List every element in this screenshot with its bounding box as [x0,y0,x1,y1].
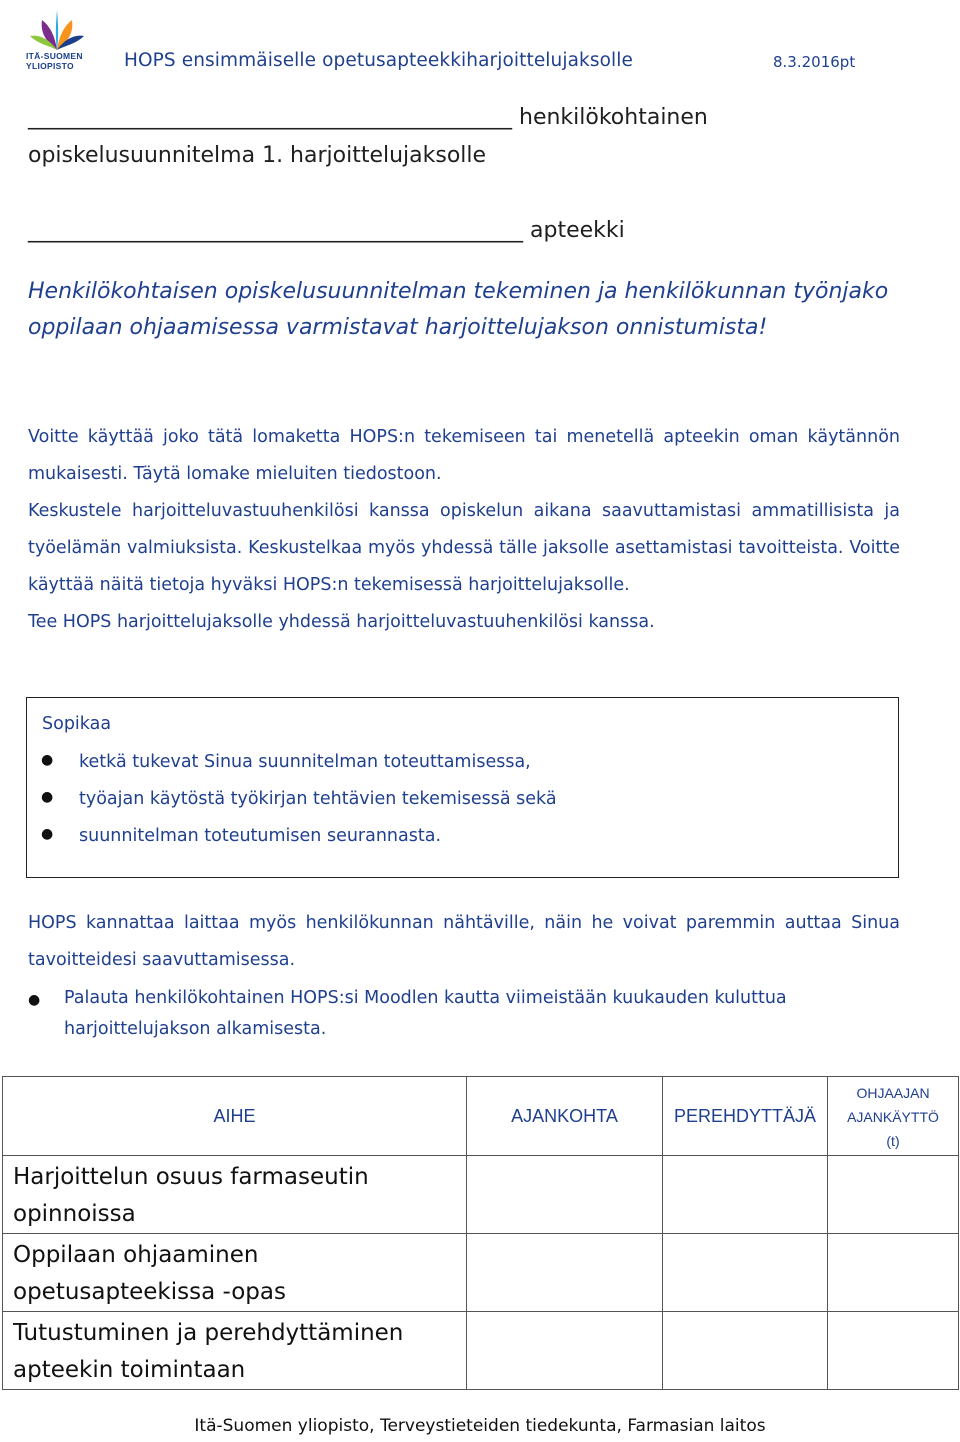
document-header-title: HOPS ensimmäiselle opetusapteekkiharjoittelujaksolle [124,50,633,71]
paragraph-1: Voitte käyttää joko tätä lomaketta HOPS:n tekemiseen tai menetellä apteekin oman käytännön mukaisesti. Täytä lomake mieluiten tiedostoon. [28,427,900,484]
logo-text: ITÄ-SUOMEN YLIOPISTO [26,51,83,71]
instructor-cell[interactable] [663,1312,828,1390]
bullet-icon: ● [41,826,54,842]
timing-cell[interactable] [467,1234,663,1312]
column-header-instructor: PEREHDYTTÄJÄ [663,1077,828,1156]
heading-tail-1: henkilökohtainen [519,105,708,130]
staff-note: HOPS kannattaa laittaa myös henkilökunnan nähtäville, näin he voivat paremmin auttaa Sinua tavoitteidesi saavuttamisessa. [28,913,900,970]
bullet-icon: ● [41,752,54,768]
instructor-cell[interactable] [663,1156,828,1234]
topic-cell: Oppilaan ohjaaminen opetusapteekissa -opas [3,1234,467,1312]
table-row [3,1312,959,1390]
timing-cell[interactable] [467,1156,663,1234]
timing-cell[interactable] [467,1312,663,1390]
plan-table [2,1076,959,1390]
box-title: Sopikaa [42,714,112,734]
instructions [28,419,900,641]
paragraph-3: Tee HOPS harjoittelujaksolle yhdessä harjoitteluvastuuhenkilösi kanssa. [28,612,655,632]
document-date: 8.3.2016pt [773,53,856,71]
name-blank[interactable]: ____________________________________________ [28,105,512,130]
bullet-icon: ● [28,992,41,1008]
instructor-cell[interactable] [663,1234,828,1312]
table-header-row [3,1077,959,1156]
intro-italic: Henkilökohtaisen opiskelusuunnitelman tekeminen ja henkilökunnan työnjako oppilaan ohjaamisessa varmistavat harjoittelujakson onnistumista! [28,279,889,340]
topic-cell: Harjoittelun osuus farmaseutin opinnoissa [3,1156,467,1234]
topic-cell: Tutustuminen ja perehdyttäminen apteekin toimintaan [3,1312,467,1390]
time-use-cell[interactable] [828,1234,959,1312]
column-header-topic: AIHE [3,1077,467,1156]
page-footer: Itä-Suomen yliopisto, Terveystieteiden tiedekunta, Farmasian laitos [194,1416,766,1436]
time-use-cell[interactable] [828,1156,959,1234]
bullet-icon: ● [41,789,54,805]
paragraph-2: Keskustele harjoitteluvastuuhenkilösi kanssa opiskelun aikana saavuttamistasi ammatillisista ja työelämän valmiuksista. Keskustelkaa myös yhdessä tälle jaksolle asettamistasi tavoitteista. Voitte käyttää näitä tietoja hyväksi HOPS:n tekemisessä harjoittelujaksolle. [28,501,900,595]
heading-line-1 [28,105,708,130]
time-use-cell[interactable] [828,1312,959,1390]
pharmacy-blank[interactable]: _____________________________________________ [28,218,523,243]
heading-tail-3: apteekki [530,218,625,243]
heading-line-2: opiskelusuunnitelma 1. harjoittelujaksolle [28,143,487,168]
heading-line-3 [28,218,625,243]
agreement-box: Sopikaa ● ketkä tukevat Sinua suunnitelman toteuttamisessa, ● työajan käytöstä työkirjan tehtävien tekemisessä sekä ● suunnitelman toteutumisen seurannasta. [26,697,899,878]
column-header-time-use: OHJAAJAN AJANKÄYTTÖ (t) [828,1077,959,1156]
column-header-timing: AJANKOHTA [467,1077,663,1156]
table-row [3,1156,959,1234]
table-row [3,1234,959,1312]
